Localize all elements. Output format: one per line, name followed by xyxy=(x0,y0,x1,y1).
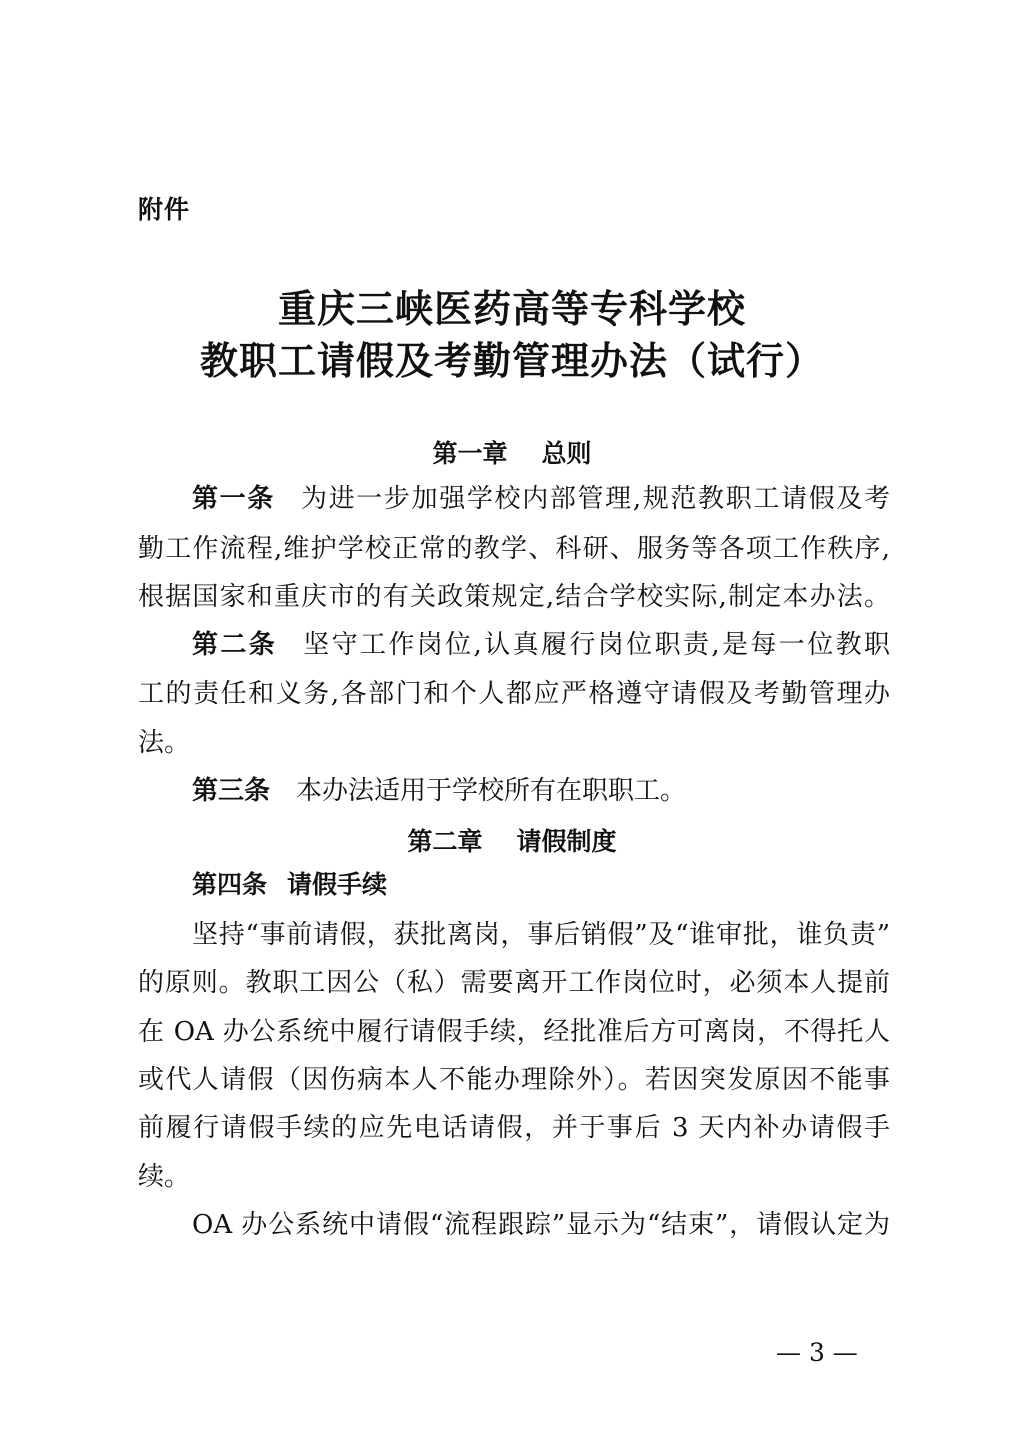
article-4-para-1-line-1: 坚持“事前请假，获批离岗，事后销假”及“谁审批，谁负责” xyxy=(192,920,890,950)
article-4-title: 请假手续 xyxy=(287,870,388,899)
article-2-line-2: 工的责任和义务,各部门和个人都应严格遵守请假及考勤管理办 xyxy=(138,679,890,709)
article-2-line-3: 法。 xyxy=(138,728,191,758)
chapter-2-number: 第二章 xyxy=(407,827,483,856)
article-1-line-2: 勤工作流程,维护学校正常的教学、科研、服务等各项工作秩序, xyxy=(138,534,890,564)
article-1-line-3: 根据国家和重庆市的有关政策规定,结合学校实际,制定本办法。 xyxy=(138,582,890,612)
document-title-line-1: 重庆三峡医药高等专科学校 xyxy=(277,286,746,331)
article-4-para-2-line-1: OA 办公系统中请假“流程跟踪”显示为“结束”，请假认定为 xyxy=(192,1210,890,1240)
chapter-2-heading xyxy=(0,822,1024,858)
chapter-1-number: 第一章 xyxy=(432,439,508,468)
article-3-label: 第三条 xyxy=(192,776,271,806)
article-4-para-1-line-3: 在 OA 办公系统中履行请假手续，经批准后方可离岗，不得托人 xyxy=(138,1017,890,1047)
document-title-line-2: 教职工请假及考勤管理办法（试行） xyxy=(199,338,824,383)
article-4-para-1-line-6: 续。 xyxy=(138,1162,191,1192)
article-1-line-1 xyxy=(192,482,890,516)
article-3-text-1: 本办法适用于学校所有在职职工。 xyxy=(296,776,687,806)
article-1-label: 第一条 xyxy=(192,484,275,514)
article-4-label: 第四条 xyxy=(192,870,268,899)
article-4-para-1-line-2: 的原则。教职工因公（私）需要离开工作岗位时，必须本人提前 xyxy=(138,968,890,998)
chapter-1-heading xyxy=(0,434,1024,470)
article-1-text-1: 为进一步加强学校内部管理,规范教职工请假及考 xyxy=(300,484,890,514)
article-2-text-1: 坚守工作岗位,认真履行岗位职责,是每一位教职 xyxy=(303,630,890,660)
article-3-line-1 xyxy=(192,774,890,808)
article-4-heading xyxy=(192,868,387,902)
chapter-2-name: 请假制度 xyxy=(516,827,617,856)
article-2-label: 第二条 xyxy=(192,630,278,660)
article-4-para-1-line-5: 前履行请假手续的应先电话请假，并于事后 3 天内补办请假手 xyxy=(138,1113,890,1143)
chapter-1-name: 总则 xyxy=(541,439,592,468)
article-4-para-1-line-4: 或代人请假（因伤病本人不能办理除外）。若因突发原因不能事 xyxy=(138,1065,890,1095)
page-number: — 3 — xyxy=(776,1338,858,1367)
article-2-line-1 xyxy=(192,628,890,662)
attachment-label: 附件 xyxy=(138,195,191,224)
